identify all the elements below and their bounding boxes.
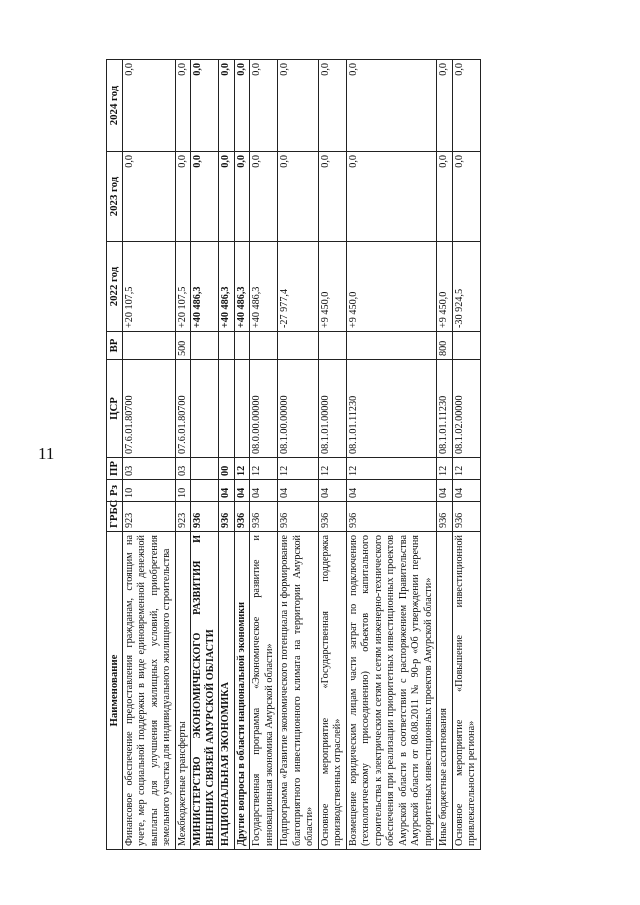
- cell-pr: 00: [219, 458, 235, 480]
- cell-csr: 08.1.02.00000: [452, 360, 480, 458]
- header-grbs: ГРБС: [107, 502, 123, 532]
- cell-pr: 12: [250, 458, 278, 480]
- header-2022: 2022 год: [107, 242, 123, 332]
- cell-2024: 0,0: [175, 60, 191, 152]
- cell-2024: 0,0: [318, 60, 346, 152]
- cell-grbs: 936: [318, 502, 346, 532]
- rotated-table-container: [106, 60, 611, 850]
- table-row: [346, 60, 437, 850]
- cell-rz: 04: [346, 480, 437, 502]
- cell-vr: [122, 332, 175, 360]
- table-row: [250, 60, 278, 850]
- table-row: [175, 60, 191, 850]
- cell-vr: [452, 332, 480, 360]
- cell-vr: [346, 332, 437, 360]
- cell-vr: [278, 332, 319, 360]
- cell-pr: 03: [122, 458, 175, 480]
- cell-name: МИНИСТЕРСТВО ЭКОНОМИЧЕСКОГО РАЗВИТИЯ И ВНЕШНИХ СВЯЗЕЙ АМУРСКОЙ ОБЛАСТИ: [191, 532, 219, 850]
- cell-pr: 12: [452, 458, 480, 480]
- cell-csr: 08.1.01.00000: [318, 360, 346, 458]
- cell-2022: +20 107,5: [122, 242, 175, 332]
- cell-2024: 0,0: [191, 60, 219, 152]
- cell-rz: 04: [452, 480, 480, 502]
- header-2023: 2023 год: [107, 152, 123, 242]
- cell-name: Финансовое обеспечение предоставления гражданам, стоящим на учете, мер социальной поддержки в виде единовременной денежной выплаты для улучшения жилищных условий, приобретения земельного участка для индивидуального жилищного строительства: [122, 532, 175, 850]
- cell-vr: [250, 332, 278, 360]
- cell-2024: 0,0: [219, 60, 235, 152]
- cell-2023: 0,0: [278, 152, 319, 242]
- cell-2022: +40 486,3: [219, 242, 235, 332]
- cell-2023: 0,0: [219, 152, 235, 242]
- cell-vr: [318, 332, 346, 360]
- cell-2023: 0,0: [122, 152, 175, 242]
- cell-2022: +40 486,3: [250, 242, 278, 332]
- cell-rz: 04: [219, 480, 235, 502]
- table-row: [318, 60, 346, 850]
- cell-2022: +9 450,0: [437, 242, 453, 332]
- page-number: 11: [38, 444, 55, 463]
- cell-grbs: 936: [219, 502, 235, 532]
- cell-pr: 12: [437, 458, 453, 480]
- table-row: [278, 60, 319, 850]
- cell-name: Иные бюджетные ассигнования: [437, 532, 453, 850]
- cell-pr: 03: [175, 458, 191, 480]
- cell-2024: 0,0: [437, 60, 453, 152]
- cell-2024: 0,0: [278, 60, 319, 152]
- cell-pr: 12: [346, 458, 437, 480]
- cell-grbs: 936: [234, 502, 250, 532]
- cell-2022: -27 977,4: [278, 242, 319, 332]
- cell-2024: 0,0: [346, 60, 437, 152]
- cell-csr: 07.6.01.80700: [122, 360, 175, 458]
- cell-name: Подпрограмма «Развитие экономического потенциала и формирование благоприятного инвестиционного климата на территории Амурской области»: [278, 532, 319, 850]
- header-csr: ЦСР: [107, 360, 123, 458]
- cell-rz: 10: [122, 480, 175, 502]
- cell-2023: 0,0: [318, 152, 346, 242]
- table-row: [122, 60, 175, 850]
- header-rz: Рз: [107, 480, 123, 502]
- cell-2022: +9 450,0: [346, 242, 437, 332]
- cell-2024: 0,0: [234, 60, 250, 152]
- cell-name: Межбюджетные трансферты: [175, 532, 191, 850]
- cell-rz: 04: [318, 480, 346, 502]
- cell-grbs: 936: [191, 502, 219, 532]
- header-vr: ВР: [107, 332, 123, 360]
- cell-2023: 0,0: [346, 152, 437, 242]
- cell-2023: 0,0: [234, 152, 250, 242]
- table-row: [191, 60, 219, 850]
- cell-name: НАЦИОНАЛЬНАЯ ЭКОНОМИКА: [219, 532, 235, 850]
- cell-csr: 08.1.01.11230: [346, 360, 437, 458]
- cell-pr: 12: [318, 458, 346, 480]
- cell-2022: +40 486,3: [191, 242, 219, 332]
- cell-csr: 08.1.01.11230: [437, 360, 453, 458]
- cell-csr: [219, 360, 235, 458]
- cell-csr: [191, 360, 219, 458]
- cell-grbs: 936: [452, 502, 480, 532]
- cell-rz: [191, 480, 219, 502]
- cell-vr: 500: [175, 332, 191, 360]
- cell-name: Основное мероприятие «Повышение инвестиционной привлекательности региона»: [452, 532, 480, 850]
- table-row: [219, 60, 235, 850]
- cell-2023: 0,0: [437, 152, 453, 242]
- cell-rz: 10: [175, 480, 191, 502]
- cell-grbs: 936: [278, 502, 319, 532]
- cell-grbs: 936: [437, 502, 453, 532]
- table-row: [234, 60, 250, 850]
- cell-csr: [234, 360, 250, 458]
- cell-name: Возмещение юридическим лицам части затрат по подключению (технологическому присоединению) объектов капитального строительства к электрическим сетям и сетям инженерно-технического обеспечения при реализации приоритетных инвестиционных проектов Амурской области в соответствии с распоряжением Правительства Амурской области от 08.08.2011 № 90-р «Об утверждении перечня приоритетных инвестиционных проектов Амурской области»: [346, 532, 437, 850]
- cell-vr: [191, 332, 219, 360]
- cell-csr: 08.1.00.00000: [278, 360, 319, 458]
- cell-2024: 0,0: [452, 60, 480, 152]
- cell-pr: 12: [278, 458, 319, 480]
- cell-2023: 0,0: [452, 152, 480, 242]
- cell-rz: 04: [437, 480, 453, 502]
- cell-name: Государственная программа «Экономическое развитие и инновационная экономика Амурской области»: [250, 532, 278, 850]
- cell-2023: 0,0: [191, 152, 219, 242]
- cell-name: Другие вопросы в области национальной экономики: [234, 532, 250, 850]
- cell-2024: 0,0: [250, 60, 278, 152]
- table-row: [437, 60, 453, 850]
- header-pr: ПР: [107, 458, 123, 480]
- table-body: [122, 60, 480, 850]
- cell-pr: [191, 458, 219, 480]
- cell-2022: +40 486,3: [234, 242, 250, 332]
- cell-2023: 0,0: [250, 152, 278, 242]
- cell-2022: -30 924,5: [452, 242, 480, 332]
- cell-grbs: 923: [122, 502, 175, 532]
- budget-table: [106, 59, 481, 850]
- table-row: [452, 60, 480, 850]
- cell-vr: [219, 332, 235, 360]
- cell-2024: 0,0: [122, 60, 175, 152]
- cell-2023: 0,0: [175, 152, 191, 242]
- cell-vr: 800: [437, 332, 453, 360]
- cell-name: Основное мероприятие «Государственная поддержка производственных отраслей»: [318, 532, 346, 850]
- cell-rz: 04: [250, 480, 278, 502]
- cell-grbs: 936: [250, 502, 278, 532]
- cell-2022: +9 450,0: [318, 242, 346, 332]
- cell-pr: 12: [234, 458, 250, 480]
- cell-grbs: 923: [175, 502, 191, 532]
- cell-csr: 07.6.01.80700: [175, 360, 191, 458]
- cell-grbs: 936: [346, 502, 437, 532]
- cell-rz: 04: [278, 480, 319, 502]
- cell-csr: 08.0.00.00000: [250, 360, 278, 458]
- cell-rz: 04: [234, 480, 250, 502]
- header-2024: 2024 год: [107, 60, 123, 152]
- cell-2022: +20 107,5: [175, 242, 191, 332]
- header-row: [107, 60, 123, 850]
- cell-vr: [234, 332, 250, 360]
- header-name: Наименование: [107, 532, 123, 850]
